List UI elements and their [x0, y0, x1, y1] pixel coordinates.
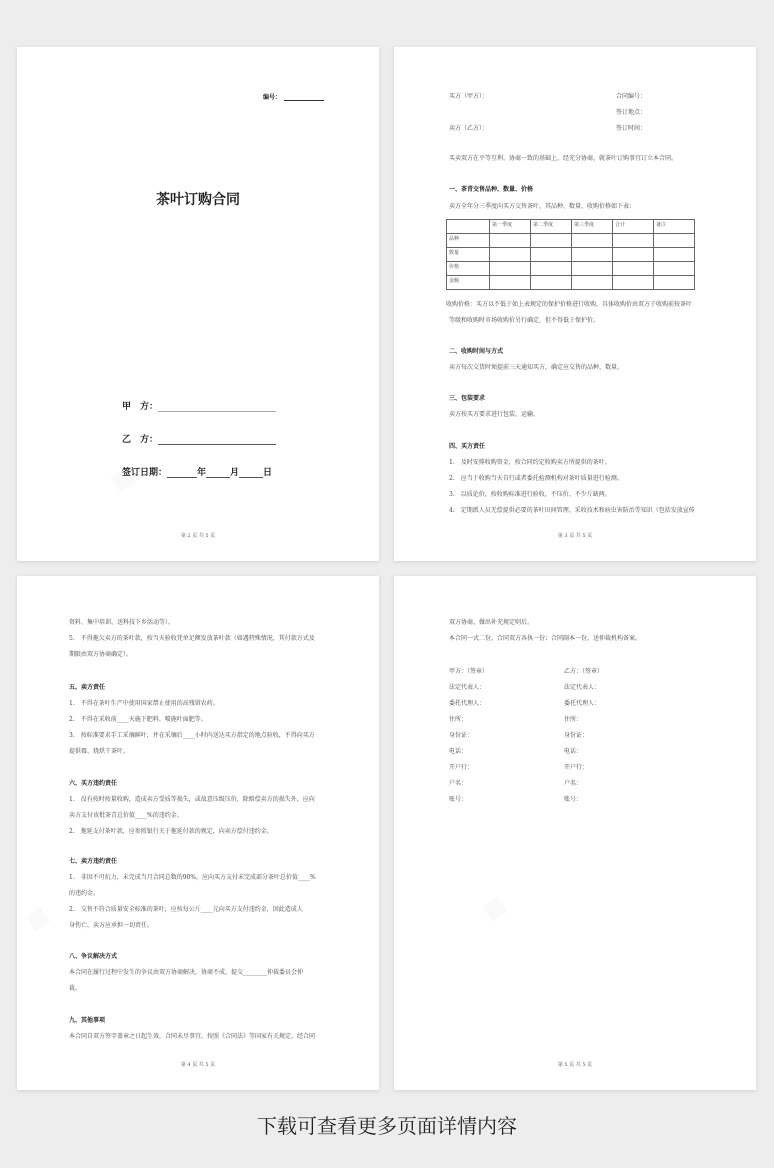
table-row-label: 金额	[447, 276, 490, 290]
list-item: 2. 拖延支付茶叶款，应参照银行关于拖延付款的规定，向卖方偿付违约金。	[69, 828, 273, 835]
list-item: 提供霉、烧烘干茶叶。	[69, 748, 130, 755]
table-cell	[531, 276, 572, 290]
text-line: 双方协商，做出补充规定则后。	[449, 619, 534, 626]
table-cell	[531, 262, 572, 276]
section-3-text: 卖方按买方要求进行包装、运输。	[449, 411, 540, 418]
text-line: 5. 不得拖欠卖方的茶叶款，按当天验收凭单足额发放茶叶款（如遇特殊情况，其付款方式及	[69, 635, 315, 642]
sign-place-label: 签订地点：	[616, 109, 647, 116]
table-cell	[572, 248, 613, 262]
party-a-field: 户名：	[449, 780, 468, 787]
list-item: 本合同自双方签字盖章之日起生效，合同未尽事宜，按照《合同法》等国家有关规定，经合同	[69, 1033, 316, 1040]
page-4	[17, 576, 379, 1090]
list-item: 身伤亡，卖方应承担一切责任。	[69, 922, 154, 929]
table-row	[447, 248, 695, 262]
section-7-title: 七、卖方违约责任	[69, 858, 118, 865]
table-cell	[654, 248, 695, 262]
price-note-line-1: 收购价格：买方以不低于如上表规定的保护价格进行收购，具体收购价由双方于收购前按茶叶	[446, 301, 693, 308]
table-cell	[613, 262, 654, 276]
table-cell	[531, 248, 572, 262]
table-cell	[572, 262, 613, 276]
section-5-title: 五、卖方责任	[69, 684, 106, 691]
table-cell	[490, 262, 531, 276]
table-row-label: 价格	[447, 262, 490, 276]
page-3	[394, 47, 756, 561]
sign-date-line: 签订日期： 年 月 日	[122, 468, 273, 478]
section-2-text: 卖方每次交货时须提前三天通知买方，确定应交售的品种、数量。	[449, 364, 624, 371]
table-cell	[572, 234, 613, 248]
page-footer: 第 3 页 共 5 页	[557, 533, 593, 539]
list-item: 裁。	[69, 985, 82, 992]
party-a-field: 账号：	[449, 796, 468, 803]
table-cell: 第二季度	[531, 220, 572, 234]
table-cell	[654, 262, 695, 276]
party-b-field: 电话：	[564, 748, 583, 755]
section-2-title: 二、收购时间与方式	[449, 348, 504, 355]
party-b-field: 委托代理人：	[564, 700, 601, 707]
table-cell: 第三季度	[572, 220, 613, 234]
watermark	[22, 902, 53, 934]
list-item: 的违约金。	[69, 890, 100, 897]
table-cell	[654, 234, 695, 248]
party-a-field: 住所：	[449, 716, 468, 723]
table-row-label: 品种	[447, 234, 490, 248]
page-footer: 第 5 页 共 5 页	[557, 1062, 593, 1068]
list-item: 本合同在履行过程中发生的争议由双方协商解决，协商不成，提交________仲裁委员会仲	[69, 969, 304, 976]
buyer-label: 买方（甲方）：	[449, 93, 489, 100]
list-item: 2. 交售不符合质量安全标准的茶叶，应按每公斤____元向买方支付违约金，因此造成人	[69, 906, 303, 913]
page-footer: 第 4 页 共 5 页	[180, 1062, 216, 1068]
list-item: 3. 按标准要求手工采摘鲜叶，并在采摘后____小时内送达买方指定的地点验收，不得向买方	[69, 732, 315, 739]
list-item: 2. 不得在采收前____天施下肥料、喷施叶面肥等。	[69, 716, 207, 723]
section-4-title: 四、买方责任	[449, 443, 486, 450]
party-a-field: 身份证：	[449, 732, 474, 739]
table-row-label: 数量	[447, 248, 490, 262]
intro-text: 买卖双方在平等互利、协商一致的基础上，经充分协商，就茶叶订购事宜订立本合同。	[449, 155, 678, 162]
table-cell	[490, 234, 531, 248]
table-row	[447, 234, 695, 248]
party-a-line: 甲 方：	[122, 399, 276, 412]
table-cell	[447, 220, 490, 234]
contract-no-label: 合同编号：	[616, 93, 647, 100]
section-3-title: 三、包装要求	[449, 395, 486, 402]
table-cell	[613, 248, 654, 262]
sign-time-label: 签订时间：	[616, 125, 647, 132]
price-note-line-2: 等级和收购时市场收购价另行确定，但不得低于保护价。	[449, 317, 600, 324]
list-item: 1. 及时安排收购资金，按合同约定收购卖方所提供的茶叶。	[449, 459, 611, 466]
table-cell: 备注	[654, 220, 695, 234]
list-item: 1. 非因不可抗力，未完成当月合同总数的90%，应向买方支付未完成部分茶叶总价值____%	[69, 874, 316, 881]
table-row	[447, 262, 695, 276]
table-cell	[490, 276, 531, 290]
contract-title: 茶叶订购合同	[156, 192, 240, 208]
table-cell: 合计	[613, 220, 654, 234]
table-header-row	[447, 220, 695, 234]
seller-label: 卖方（乙方）：	[449, 125, 489, 132]
list-item: 2. 应当于收购当天自行或者委托检测机构对茶叶质量进行检测。	[449, 475, 623, 482]
section-1-text: 卖方全年分三季度向买方交售茶叶，其品种、数量、收购价格如下表：	[449, 203, 636, 210]
list-item: 卖方支付该批茶青总价值____%的违约金。	[69, 812, 183, 819]
party-b-field: 法定代表人：	[564, 684, 601, 691]
list-item: 1. 不得在茶叶生产中使用国家禁止使用的高残留农药。	[69, 700, 219, 707]
page-5	[394, 576, 756, 1090]
list-item: 4. 定期派人员无偿提供必要的茶叶田间管理、采收技术和病虫害防治等知识（包括发放宣传	[449, 507, 695, 514]
section-8-title: 八、争议解决方式	[69, 953, 118, 960]
quarterly-table	[446, 219, 695, 290]
party-a-field: 委托代理人：	[449, 700, 486, 707]
page-2	[17, 47, 379, 561]
list-item: 3. 以质论价，按收购标准进行验收，不压价、不少斤缺两。	[449, 491, 611, 498]
contract-number-label: 编号：	[263, 92, 324, 101]
table-cell	[531, 234, 572, 248]
table-cell	[654, 276, 695, 290]
table-cell	[572, 276, 613, 290]
party-b-field: 身份证：	[564, 732, 589, 739]
watermark	[479, 892, 510, 924]
table-row	[447, 276, 695, 290]
party-a-field: 开户行：	[449, 764, 474, 771]
party-b-field: 账号：	[564, 796, 583, 803]
party-b-field: 乙方：（签章）	[564, 668, 604, 675]
table-cell	[613, 276, 654, 290]
party-a-field: 甲方：（签章）	[449, 668, 489, 675]
text-line: 资料、集中培训、送科技下乡活动等）。	[69, 619, 175, 626]
party-b-field: 住所：	[564, 716, 583, 723]
party-b-field: 户名：	[564, 780, 583, 787]
party-b-line: 乙 方：	[122, 432, 276, 445]
table-cell	[613, 234, 654, 248]
party-a-field: 法定代表人：	[449, 684, 486, 691]
section-1-title: 一、茶青交售品种、数量、价格	[449, 186, 534, 193]
text-line: 期限由双方协商确定）。	[69, 651, 133, 658]
page-footer: 第 2 页 共 5 页	[180, 533, 216, 539]
list-item: 1. 没有按时按量收购，造成卖方受质等损失，或故意压级压价，除赔偿卖方的损失外，应向	[69, 796, 315, 803]
text-line: 本合同一式二份，合同双方各执一份；合同副本一份，送仲裁机构备案。	[449, 635, 642, 642]
party-a-field: 电话：	[449, 748, 468, 755]
section-9-title: 九、其他事项	[69, 1017, 106, 1024]
table-cell	[490, 248, 531, 262]
party-b-field: 开户行：	[564, 764, 589, 771]
section-6-title: 六、买方违约责任	[69, 780, 118, 787]
download-caption: 下载可查看更多页面详情内容	[257, 1114, 517, 1138]
table-cell: 第一季度	[490, 220, 531, 234]
